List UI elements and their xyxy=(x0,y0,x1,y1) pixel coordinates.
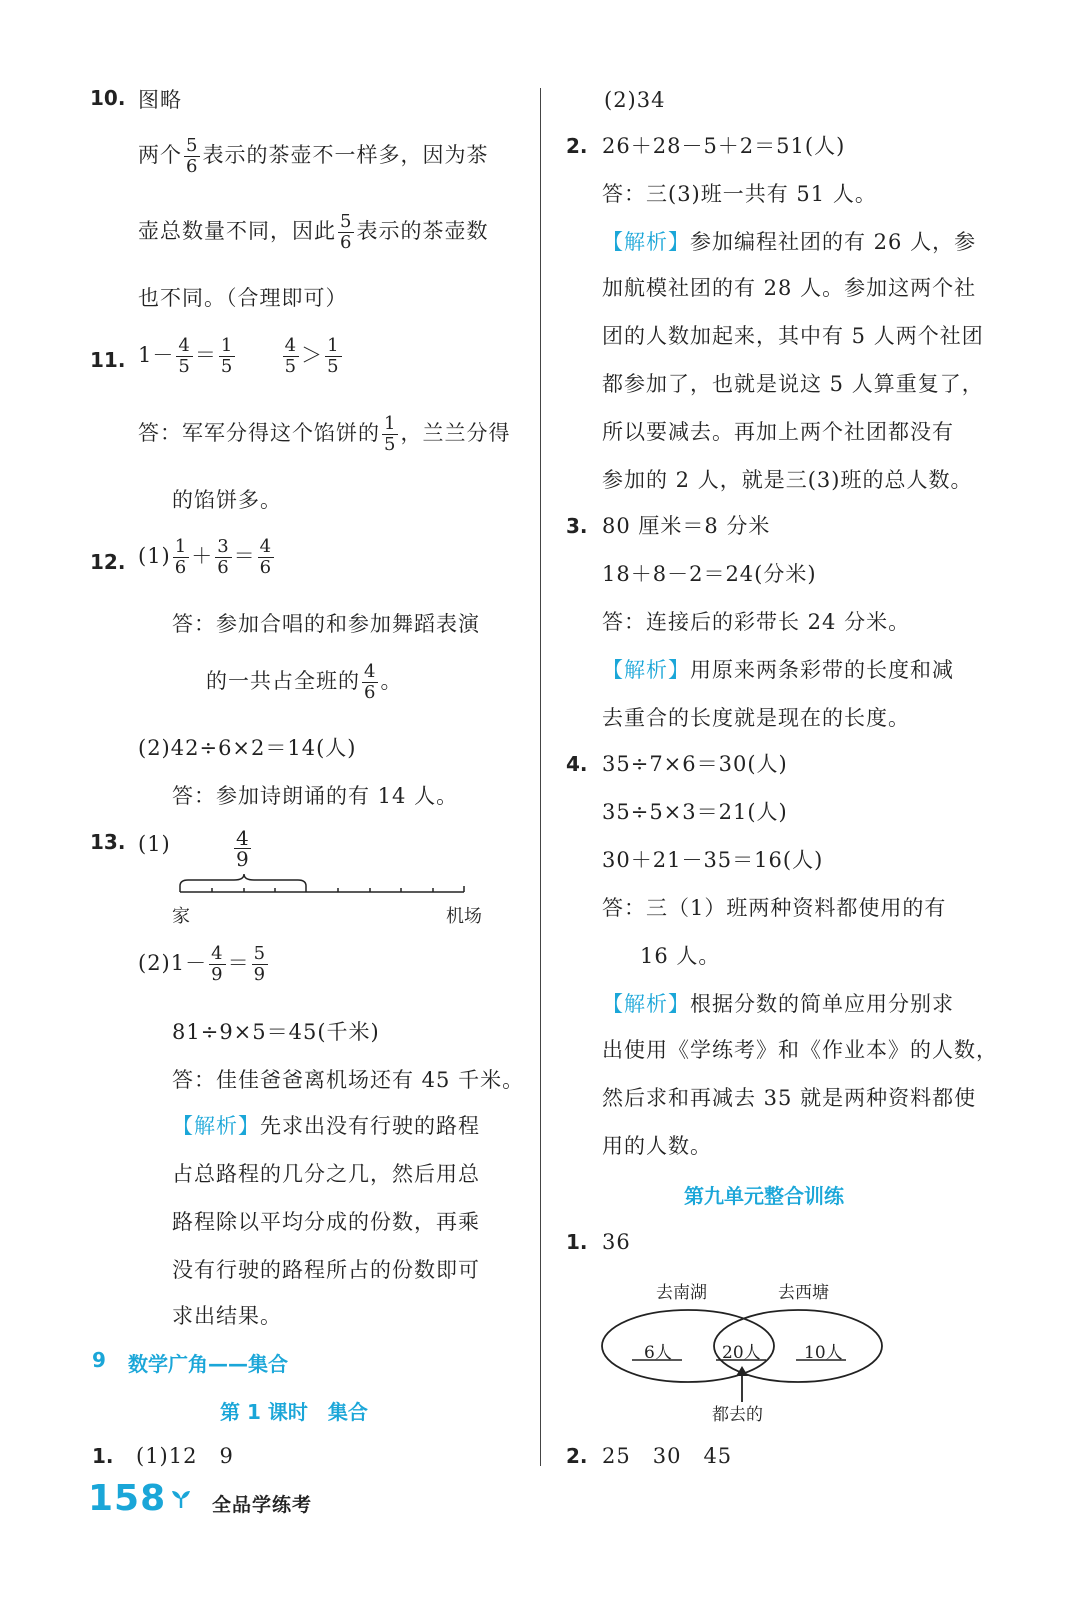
line-segment-diagram xyxy=(174,874,474,904)
home-label: 家 xyxy=(172,906,190,927)
answer-line: 35÷7×6＝30(人) xyxy=(602,752,788,776)
analysis-line: 然后求和再减去 35 就是两种资料都使 xyxy=(602,1086,977,1110)
analysis: 【解析】用原来两条彩带的长度和减 xyxy=(602,658,954,682)
answer-line: 答：三(3)班一共有 51 人。 xyxy=(602,182,877,206)
arrow-up-icon xyxy=(732,1364,752,1404)
question-number: 2. xyxy=(566,134,588,158)
analysis: 【解析】根据分数的简单应用分别求 xyxy=(602,992,954,1016)
unit-title: 第九单元整合训练 xyxy=(684,1184,844,1208)
answer-text: 图略 xyxy=(138,88,182,112)
answer-text: 36 xyxy=(602,1230,631,1254)
answer-line: 35÷5×3＝21(人) xyxy=(602,800,788,824)
section-number: 9 xyxy=(92,1348,106,1372)
answer-text: (1)12 9 xyxy=(136,1444,234,1468)
lesson-title: 第 1 课时 集合 xyxy=(220,1400,368,1424)
venn-left-label: 去南湖 xyxy=(656,1283,707,1303)
answer-line: 18＋8－2＝24(分米) xyxy=(602,562,817,586)
question-number: 3. xyxy=(566,514,588,538)
analysis-line: 没有行驶的路程所占的份数即可 xyxy=(172,1258,480,1282)
question-number: 13. xyxy=(90,830,126,854)
segment-fraction: $\frac{4}{9}$ xyxy=(236,826,249,871)
analysis-tag: 【解析】 xyxy=(602,658,690,682)
column-divider xyxy=(540,88,541,1466)
answer-line: 的馅饼多。 xyxy=(172,488,282,512)
page-number: 158 xyxy=(88,1478,167,1519)
answer-text: (2)34 xyxy=(604,88,666,112)
equation: (1) $\frac{1}{6}$ ＋ $\frac{3}{6}$ ＝ $\frac{4}{6}$ xyxy=(138,536,273,578)
analysis: 【解析】先求出没有行驶的路程 xyxy=(172,1114,480,1138)
venn-both: 20人 xyxy=(722,1343,761,1363)
answer-line: 30＋21－35＝16(人) xyxy=(602,848,824,872)
answer-text: 25 30 45 xyxy=(602,1444,733,1468)
question-number: 1. xyxy=(92,1444,114,1468)
answer-line: 答：三（1）班两种资料都使用的有 xyxy=(602,896,947,920)
question-number: 4. xyxy=(566,752,588,776)
airport-label: 机场 xyxy=(446,906,482,927)
question-number: 10. xyxy=(90,86,126,110)
analysis-line: 占总路程的几分之几，然后用总 xyxy=(172,1162,480,1186)
venn-only-xitang: 10人 xyxy=(804,1343,843,1363)
book-title: 全品学练考 xyxy=(212,1494,313,1516)
sprout-icon xyxy=(170,1488,192,1510)
analysis-line: 团的人数加起来，其中有 5 人两个社团 xyxy=(602,324,984,348)
analysis-line: 都参加了，也就是说这 5 人算重复了， xyxy=(602,372,984,396)
analysis-line: 加航模社团的有 28 人。参加这两个社 xyxy=(602,276,977,300)
answer-line: 答：佳佳爸爸离机场还有 45 千米。 xyxy=(172,1068,525,1092)
answer-line: 答：军军分得这个馅饼的 $\frac{1}{5}$ ，兰兰分得 xyxy=(138,413,511,455)
section-title: 数学广角——集合 xyxy=(128,1352,288,1376)
answer-line: 答：参加合唱的和参加舞蹈表演 xyxy=(172,612,480,636)
part-label: (1) xyxy=(138,832,171,856)
answer-line: 两个 $\frac{5}{6}$ 表示的茶壶不一样多，因为茶 xyxy=(138,135,489,177)
venn-only-nanhu: 6人 xyxy=(644,1343,672,1363)
venn-both-label: 都去的 xyxy=(712,1405,763,1425)
question-number: 2. xyxy=(566,1444,588,1468)
analysis-line: 所以要减去。再加上两个社团都没有 xyxy=(602,420,954,444)
analysis-line: 路程除以平均分成的份数，再乘 xyxy=(172,1210,480,1234)
question-number: 12. xyxy=(90,550,126,574)
answer-line: 的一共占全班的 $\frac{4}{6}$ 。 xyxy=(206,661,403,703)
question-number: 11. xyxy=(90,348,126,372)
equation: 1－ $\frac{4}{5}$ ＝ $\frac{1}{5}$ $\frac{4}{5}$ ＞ $\frac{1}{5}$ xyxy=(138,335,340,377)
answer-line: 26＋28－5＋2＝51(人) xyxy=(602,134,846,158)
analysis-tag: 【解析】 xyxy=(602,992,690,1016)
answer-line: 答：连接后的彩带长 24 分米。 xyxy=(602,610,911,634)
answer-line: 80 厘米＝8 分米 xyxy=(602,514,771,538)
analysis-line: 参加的 2 人，就是三(3)班的总人数。 xyxy=(602,468,973,492)
analysis-line: 出使用《学练考》和《作业本》的人数， xyxy=(602,1038,998,1062)
question-number: 1. xyxy=(566,1230,588,1254)
analysis-line: 用的人数。 xyxy=(602,1134,712,1158)
venn-right-label: 去西塘 xyxy=(778,1283,829,1303)
answer-line: (2)42÷6×2＝14(人) xyxy=(138,736,357,760)
answer-line: 16 人。 xyxy=(640,944,721,968)
analysis: 【解析】参加编程社团的有 26 人，参 xyxy=(602,230,977,254)
analysis-line: 去重合的长度就是现在的长度。 xyxy=(602,706,910,730)
analysis-tag: 【解析】 xyxy=(602,230,690,254)
analysis-tag: 【解析】 xyxy=(172,1114,260,1138)
answer-line: 壶总数量不同，因此 $\frac{5}{6}$ 表示的茶壶数 xyxy=(138,211,489,253)
analysis-line: 求出结果。 xyxy=(172,1304,282,1328)
answer-line: 也不同。（合理即可） xyxy=(138,286,348,310)
answer-line: 答：参加诗朗诵的有 14 人。 xyxy=(172,784,459,808)
answer-line: 81÷9×5＝45(千米) xyxy=(172,1020,380,1044)
equation: (2)1－ $\frac{4}{9}$ ＝ $\frac{5}{9}$ xyxy=(138,943,267,985)
